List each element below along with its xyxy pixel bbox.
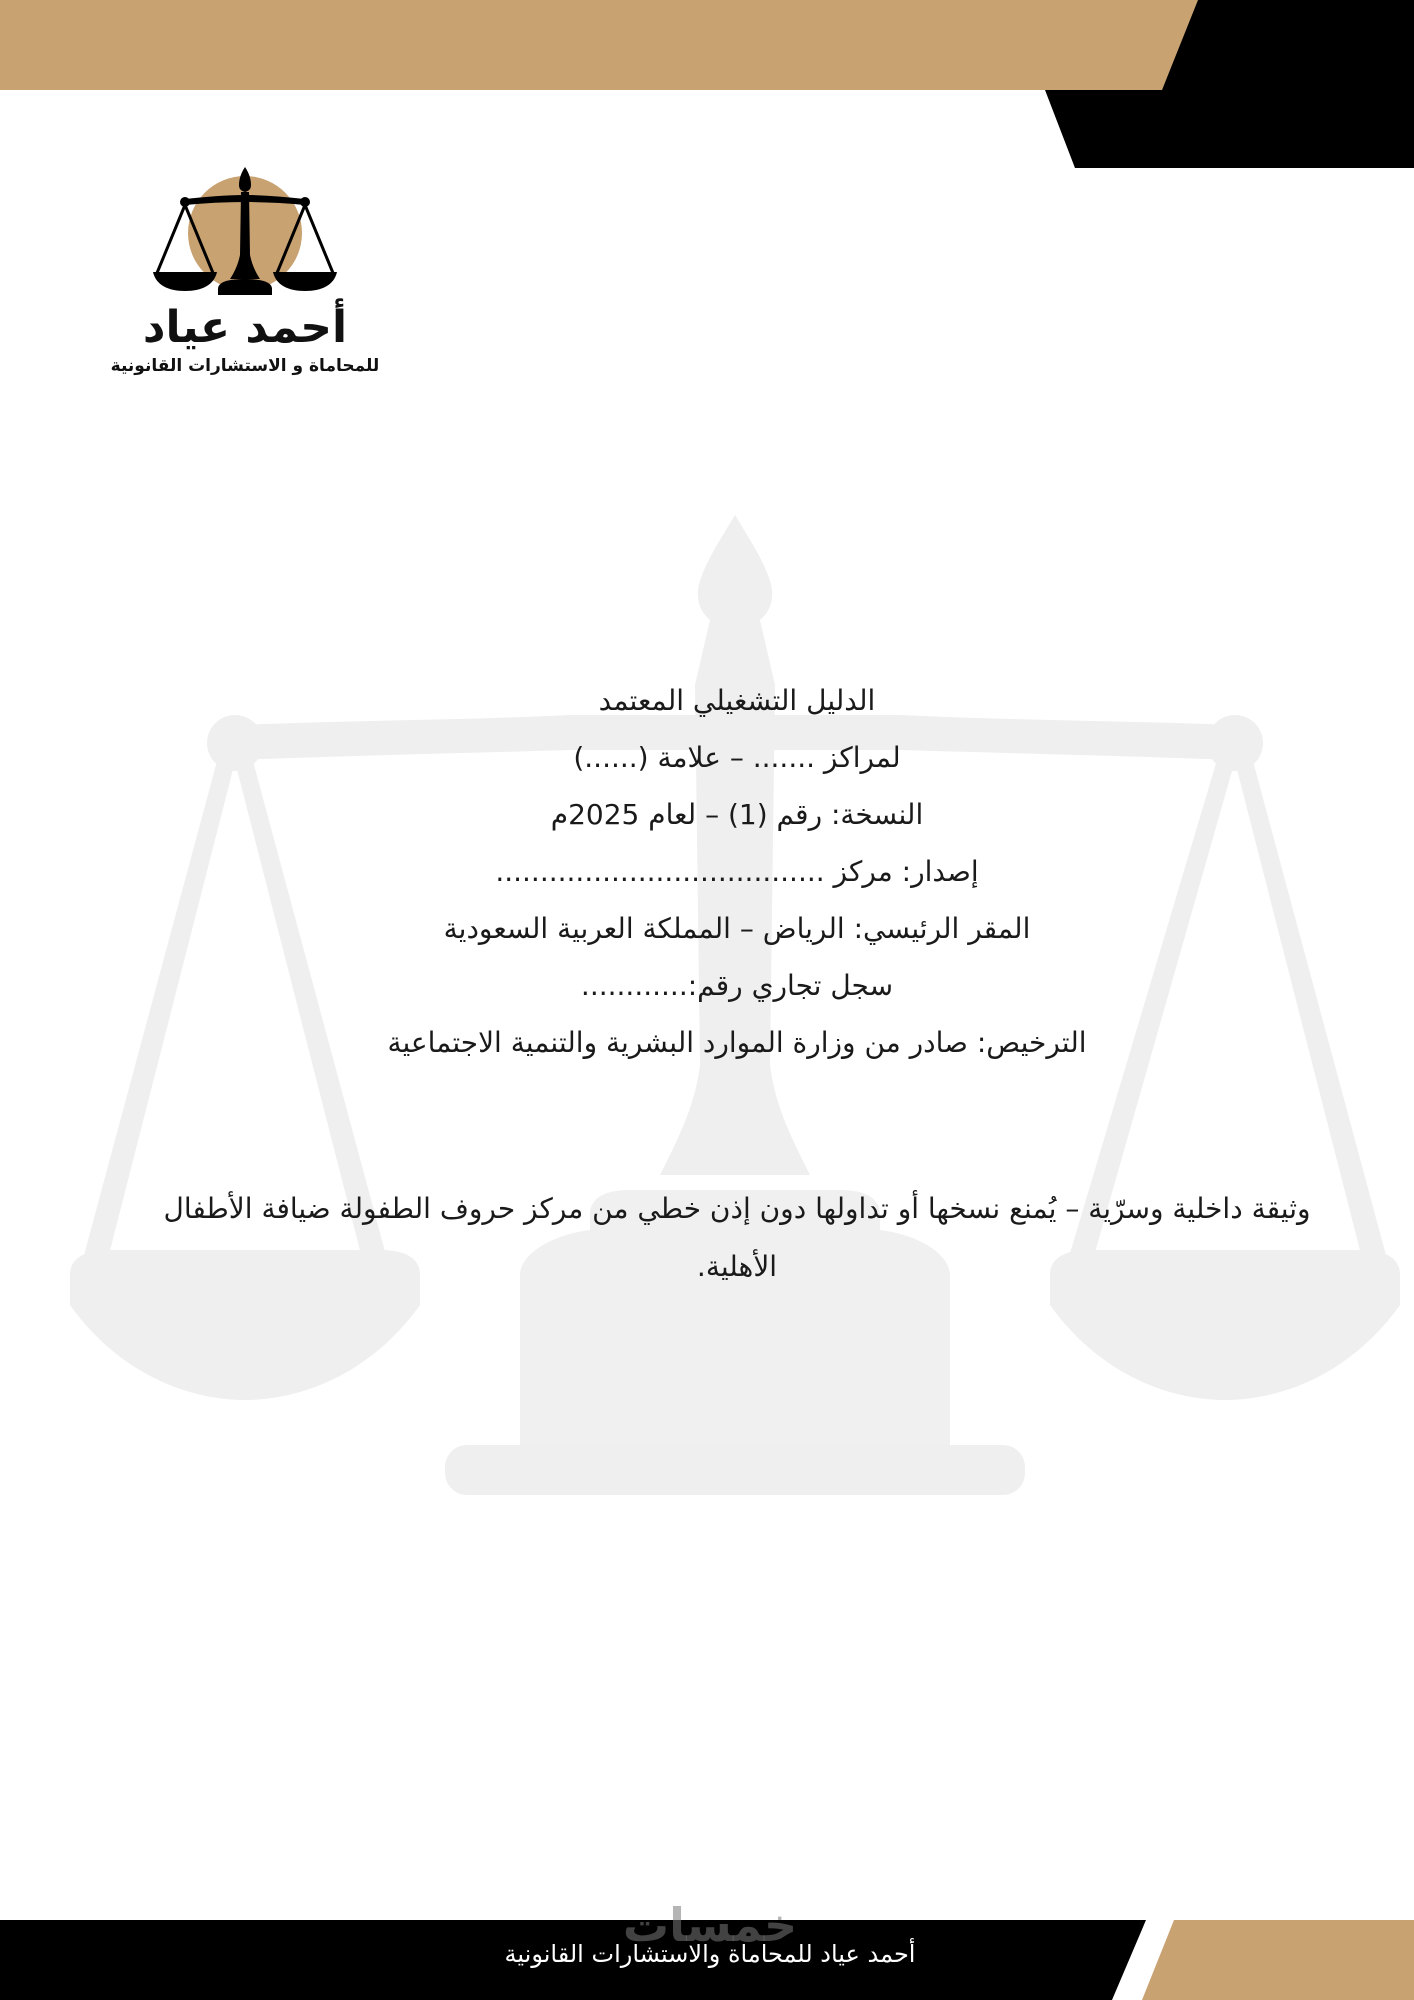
footer-brand-text: أحمد عياد للمحاماة والاستشارات القانونية xyxy=(504,1940,916,1968)
brand-logo xyxy=(95,165,395,405)
brand-name: أحمد عياد xyxy=(142,302,348,353)
cover-title-block xyxy=(200,672,1274,1071)
scales-of-justice-icon xyxy=(150,165,340,300)
site-watermark-logo: خمسات xyxy=(622,1898,798,1952)
document-title: الدليل التشغيلي المعتمد xyxy=(598,684,876,717)
license-line: الترخيص: صادر من وزارة الموارد البشرية والتنمية الاجتماعية xyxy=(387,1026,1087,1059)
centers-brand-line: لمراكز ....... – علامة (......) xyxy=(573,741,901,774)
issuer-line: إصدار: مركز ..................................... xyxy=(495,855,979,888)
brand-tagline: للمحاماة و الاستشارات القانونية xyxy=(110,356,380,376)
version-line: النسخة: رقم (1) – لعام 2025م xyxy=(550,798,924,831)
commercial-register-line: سجل تجاري رقم:............ xyxy=(580,969,894,1002)
confidentiality-notice: وثيقة داخلية وسرّية – يُمنع نسخها أو تداولها دون إذن خطي من مركز حروف الطفولة ضيافة الأطفال الأهلية. xyxy=(163,1192,1311,1283)
headquarters-line: المقر الرئيسي: الرياض – المملكة العربية السعودية xyxy=(443,912,1031,945)
header-band xyxy=(0,0,1414,170)
